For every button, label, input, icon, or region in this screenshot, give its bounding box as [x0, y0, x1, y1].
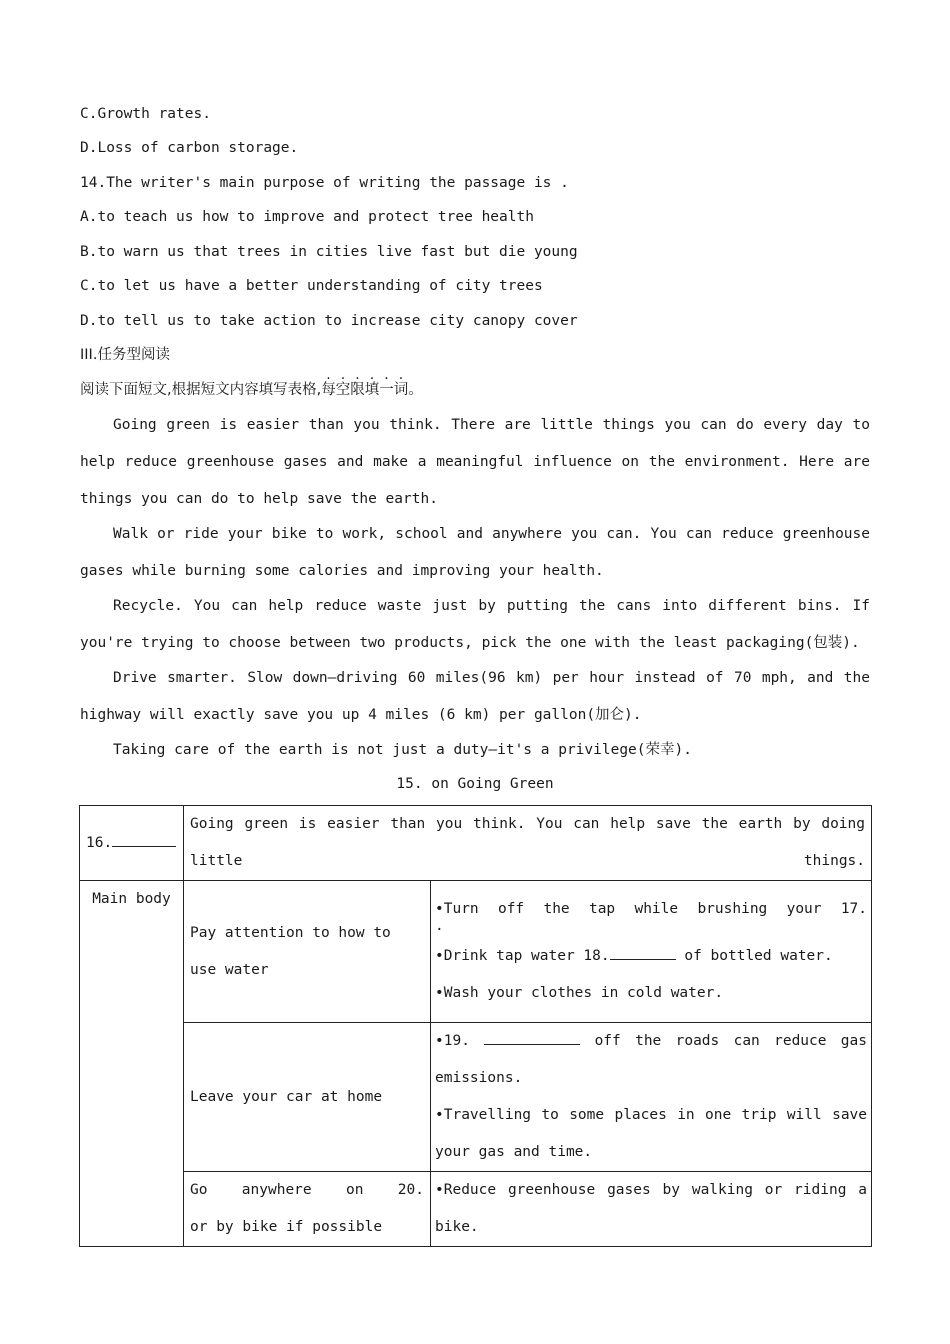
q14-option-b: B.to warn us that trees in cities live fast but die young	[80, 244, 578, 260]
table-row	[80, 806, 872, 881]
passage-paragraph-5: Taking care of the earth is not just a duty—it's a privilege(荣幸).	[113, 742, 692, 758]
q14-option-c: C.to let us have a better understanding of city trees	[80, 278, 543, 294]
instruction-text: 。	[408, 382, 423, 398]
passage-paragraph-2: Walk or ride your bike to work, school and anywhere you can. You can reduce greenhouse gases while burning some calories and improving your health.	[80, 526, 870, 579]
go-topic	[184, 1172, 431, 1247]
q14-option-d: D.to tell us to take action to increase city canopy cover	[80, 313, 578, 329]
table-title: 15. on Going Green	[396, 776, 554, 792]
emphasis-char: 限	[350, 382, 365, 398]
table-row	[80, 1023, 872, 1172]
passage-paragraph-1: Going green is easier than you think. There are little things you can do every day to help reduce greenhouse gases and make a meaningful influence on the environment. Here are things you can do to help save the earth.	[80, 417, 870, 507]
q13-option-c: C.Growth rates.	[80, 106, 211, 122]
emphasis-char: 一	[379, 382, 394, 398]
go-topic-line-2: or by bike if possible	[190, 1219, 383, 1235]
q14-stem: 14.The writer's main purpose of writing the passage is .	[80, 175, 569, 191]
car-bullet-1: •19. off the roads can reduce gas emissions.	[435, 1023, 867, 1097]
answer-blank-16[interactable]	[112, 832, 176, 847]
water-bullet-1: •Turn off the tap while brushing your 17.	[435, 901, 868, 917]
go-bullet: •Reduce greenhouse gases by walking or riding a bike.	[431, 1172, 872, 1247]
answer-blank-19[interactable]	[484, 1030, 580, 1045]
q13-option-d: D.Loss of carbon storage.	[80, 140, 299, 156]
passage-paragraph-4: Drive smarter. Slow down—driving 60 miles(96 km) per hour instead of 70 mph, and the highway will exactly save you up 4 miles (6 km) per gallon(加仑).	[80, 670, 870, 723]
row-label-16: 16.	[80, 806, 184, 881]
answer-table	[79, 805, 872, 1247]
go-topic-line-1: Go anywhere on 20.	[190, 1182, 424, 1198]
instruction-text: 阅读下面短文,根据短文内容填写表格,	[80, 382, 322, 398]
section-instruction	[80, 380, 423, 400]
car-topic: Leave your car at home	[184, 1023, 431, 1172]
water-bullet-1-tail: .	[435, 918, 444, 934]
table-row	[80, 1172, 872, 1247]
water-topic: Pay attention to how to use water	[184, 881, 431, 1023]
table-row	[80, 881, 872, 1023]
section-heading: III.任务型阅读	[80, 347, 170, 363]
q14-option-a: A.to teach us how to improve and protect tree health	[80, 209, 534, 225]
answer-blank-18[interactable]	[610, 945, 676, 960]
emphasis-char: 填	[364, 382, 380, 398]
emphasis-char: 词	[393, 382, 409, 398]
water-bullet-2: •Drink tap water 18. of bottled water.	[435, 938, 867, 975]
water-bullets	[431, 881, 872, 1023]
car-bullets	[431, 1023, 872, 1172]
car-bullet-2: •Travelling to some places in one trip will save your gas and time.	[435, 1107, 868, 1160]
passage-paragraph-3: Recycle. You can help reduce waste just by putting the cans into different bins. If you're trying to choose between two products, pick the one with the least packaging(包装).	[80, 598, 870, 651]
water-bullet-3: •Wash your clothes in cold water.	[435, 985, 724, 1001]
main-body-label: Main body	[80, 881, 184, 1247]
emphasis-char: 空	[335, 382, 351, 398]
intro-content: Going green is easier than you think. You can help save the earth by doing little things.	[184, 806, 872, 881]
emphasis-char: 每	[321, 382, 336, 398]
